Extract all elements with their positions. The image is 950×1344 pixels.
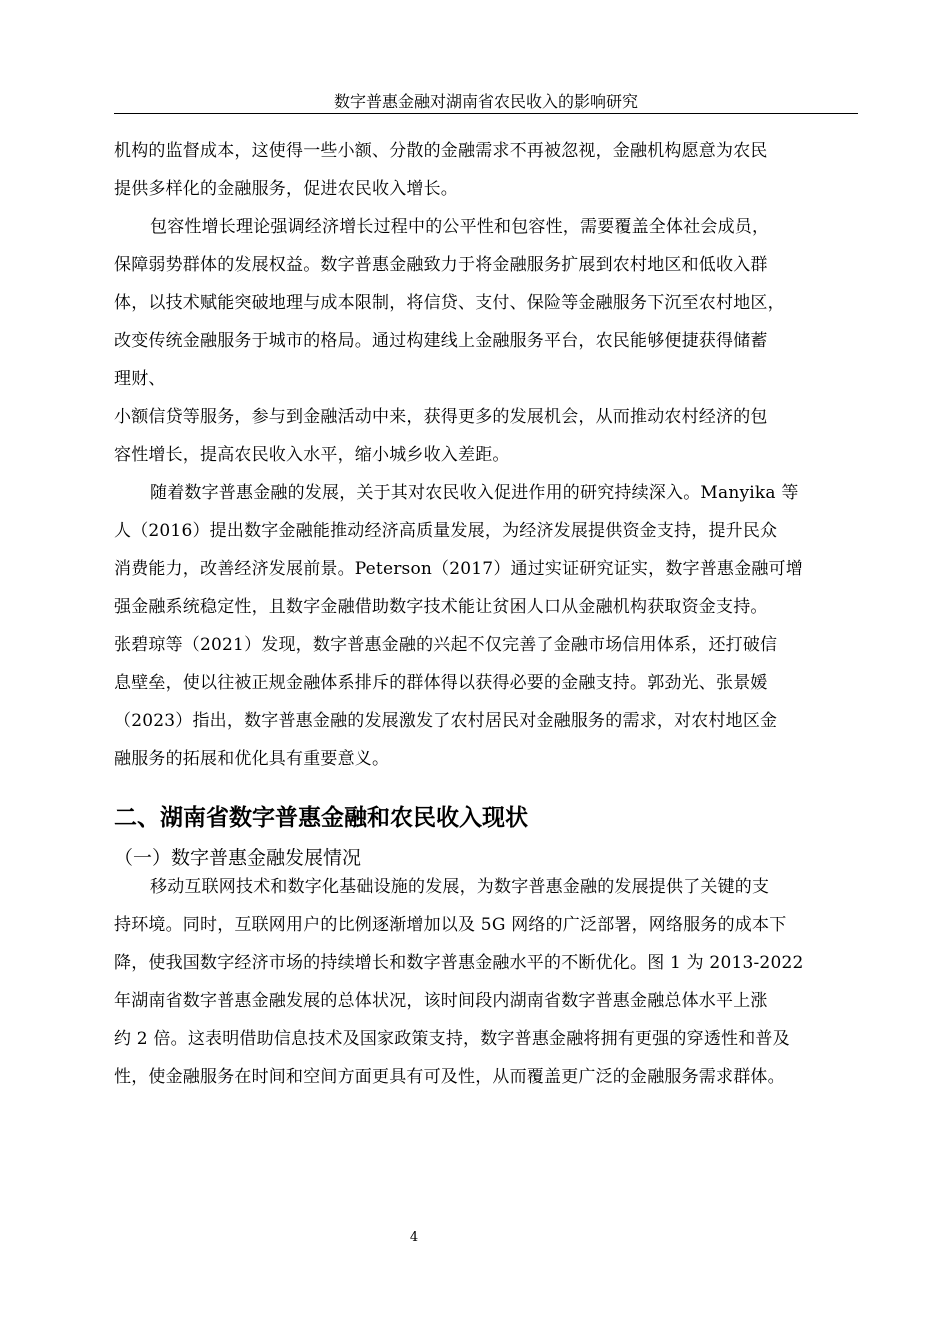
body-line: 移动互联网技术和数字化基础设施的发展，为数字普惠金融的发展提供了关键的支 [150, 877, 770, 897]
body-line: 改变传统金融服务于城市的格局。通过构建线上金融服务平台，农民能够便捷获得储蓄 [114, 331, 768, 351]
body-line: 强金融系统稳定性，且数字金融借助数字技术能让贫困人口从金融机构获取资金支持。 [114, 597, 768, 617]
body-line: 理财、 [114, 369, 166, 389]
body-line: 人（2016）提出数字金融能推动经济高质量发展，为经济发展提供资金支持，提升民众 [114, 521, 778, 541]
body-line: 机构的监督成本，这使得一些小额、分散的金融需求不再被忽视，金融机构愿意为农民 [114, 141, 768, 161]
body-line: 随着数字普惠金融的发展，关于其对农民收入促进作用的研究持续深入。Manyika 等 [150, 483, 799, 503]
body-line: 性，使金融服务在时间和空间方面更具有可及性，从而覆盖更广泛的金融服务需求群体。 [114, 1067, 785, 1087]
subsection-heading: （一）数字普惠金融发展情况 [114, 847, 362, 869]
page-number: 4 [409, 1230, 419, 1245]
body-line: 小额信贷等服务，参与到金融活动中来，获得更多的发展机会，从而推动农村经济的包 [114, 407, 768, 427]
header-rule [114, 113, 858, 114]
running-header: 数字普惠金融对湖南省农民收入的影响研究 [333, 92, 638, 111]
body-line: 容性增长，提高农民收入水平，缩小城乡收入差距。 [114, 445, 510, 465]
body-line: 息壁垒，使以往被正规金融体系排斥的群体得以获得必要的金融支持。郭劲光、张景媛 [114, 673, 768, 693]
body-line: 消费能力，改善经济发展前景。Peterson（2017）通过实证研究证实，数字普惠金融可增 [114, 559, 803, 579]
body-line: 提供多样化的金融服务，促进农民收入增长。 [114, 179, 458, 199]
section-heading: 二、湖南省数字普惠金融和农民收入现状 [114, 805, 528, 831]
body-line: 约 2 倍。这表明借助信息技术及国家政策支持，数字普惠金融将拥有更强的穿透性和普及 [114, 1029, 790, 1049]
body-line: （2023）指出，数字普惠金融的发展激发了农村居民对金融服务的需求，对农村地区金 [114, 711, 778, 731]
body-line: 张碧琼等（2021）发现，数字普惠金融的兴起不仅完善了金融市场信用体系，还打破信 [114, 635, 778, 655]
body-line: 包容性增长理论强调经济增长过程中的公平性和包容性，需要覆盖全体社会成员， [150, 217, 770, 237]
body-line: 降，使我国数字经济市场的持续增长和数字普惠金融水平的不断优化。图 1 为 2013-2022 [114, 953, 804, 973]
body-line: 体，以技术赋能突破地理与成本限制，将信贷、支付、保险等金融服务下沉至农村地区， [114, 293, 785, 313]
body-line: 年湖南省数字普惠金融发展的总体状况，该时间段内湖南省数字普惠金融总体水平上涨 [114, 991, 768, 1011]
body-line: 保障弱势群体的发展权益。数字普惠金融致力于将金融服务扩展到农村地区和低收入群 [114, 255, 768, 275]
body-line: 持环境。同时，互联网用户的比例逐渐增加以及 5G 网络的广泛部署，网络服务的成本下 [114, 915, 787, 935]
body-line: 融服务的拓展和优化具有重要意义。 [114, 749, 390, 769]
